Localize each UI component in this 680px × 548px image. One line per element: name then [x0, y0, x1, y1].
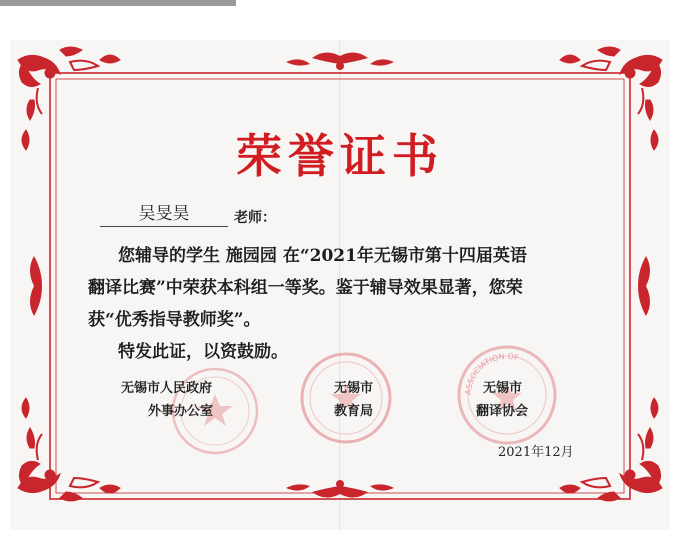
body-line-1: 您辅导的学生 施园园 在“2021年无锡市第十四届英语 [118, 246, 527, 266]
issuer-3-line-1: 无锡市 [483, 381, 523, 396]
body-line-2: 翻译比赛”中荣获本科组一等奖。鉴于辅导效果显著，您荣 [88, 278, 523, 298]
body-line-3: 获“优秀指导教师奖”。 [88, 310, 261, 330]
body-line-4: 特发此证，以资鼓励。 [118, 342, 288, 362]
issuer-2-line-1: 无锡市 [334, 381, 374, 396]
issuer-1-line-2: 外事办公室 [148, 404, 214, 419]
issuer-3-line-2: 翻译协会 [476, 404, 529, 419]
issuer-2-line-2: 教育局 [334, 404, 374, 419]
issuer-1-line-1: 无锡市人民政府 [121, 381, 213, 396]
seal-education-bureau-stamp [298, 350, 394, 446]
svg-text:ASSOCIATION OF: ASSOCIATION OF [463, 351, 520, 396]
recipient-name: 吴旻昊 [100, 199, 228, 227]
recipient-title-suffix: 老师： [234, 210, 276, 226]
certificate-title: 荣誉证书 [236, 129, 444, 183]
issue-date: 2021年12月 [498, 445, 574, 460]
